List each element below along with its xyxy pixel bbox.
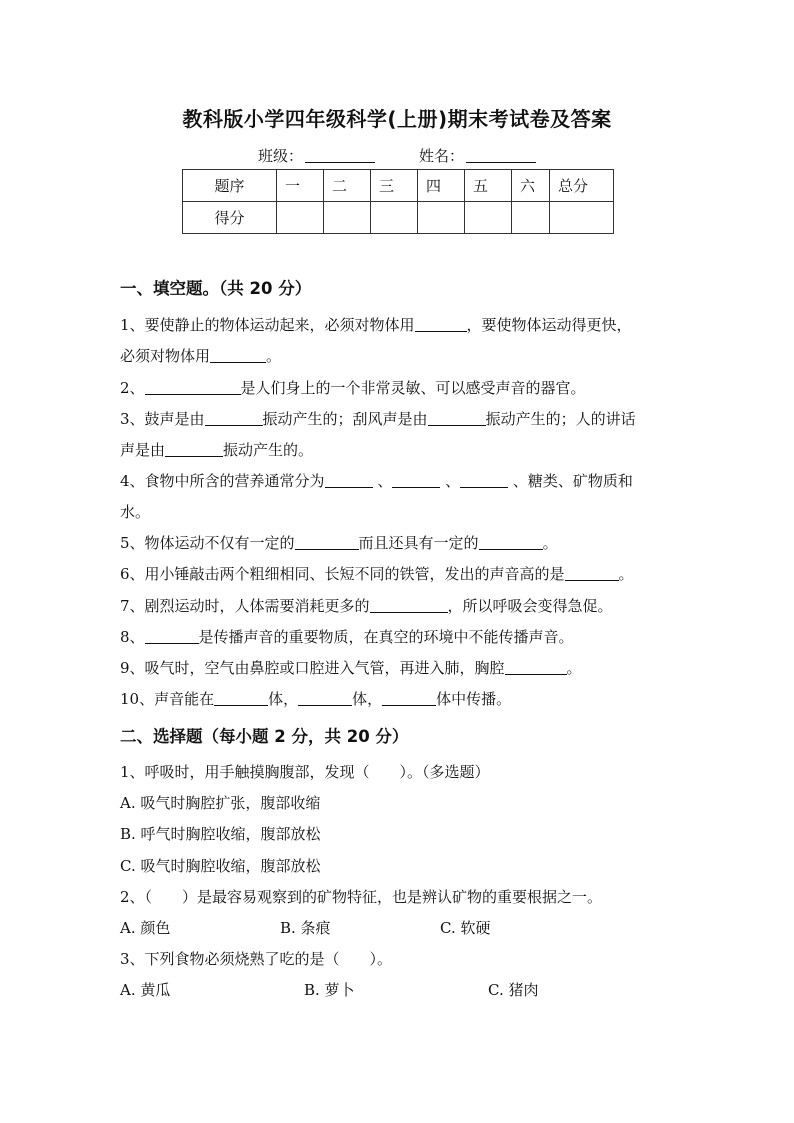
answer-blank — [415, 317, 467, 332]
question-text: 。 — [266, 347, 282, 365]
score-cell — [418, 202, 465, 234]
question-9 — [120, 657, 582, 678]
question-text: 必须对物体用 — [120, 347, 211, 365]
mc-question-1-option-b: B. 呼气时胸腔收缩，腹部放松 — [120, 825, 321, 843]
score-header-cell: 四 — [418, 170, 465, 202]
score-cell — [550, 202, 614, 234]
name-blank — [466, 148, 536, 163]
question-text: 7、剧烈运动时，人体需要消耗更多的 — [120, 597, 370, 615]
section-heading-multiple-choice: 二、选择题（每小题 2 分，共 20 分） — [120, 727, 409, 746]
mc-question-3-option-b: B. 萝卜 — [304, 981, 355, 999]
question-2 — [120, 377, 586, 398]
name-label: 姓名： — [419, 147, 465, 165]
answer-blank — [295, 535, 359, 550]
mc-question-2: 2、（ ）是最容易观察到的矿物特征，也是辨认矿物的重要根据之一。 — [120, 888, 603, 906]
question-text: 。 — [618, 565, 634, 583]
question-1-line-2 — [120, 345, 281, 366]
mc-question-3-option-c: C. 猪肉 — [488, 981, 539, 999]
section-heading-fill-blank: 一、填空题。（共 20 分） — [120, 279, 312, 298]
answer-blank — [392, 473, 440, 488]
question-text: 3、鼓声是由 — [120, 410, 205, 428]
score-header-cell: 题序 — [183, 170, 277, 202]
question-text: 是传播声音的重要物质，在真空的环境中不能传播声音。 — [198, 628, 574, 646]
question-8 — [120, 626, 574, 647]
mc-question-3: 3、下列食物必须烧熟了吃的是（ ）。 — [120, 950, 393, 968]
answer-blank — [479, 535, 543, 550]
question-text: 声是由 — [120, 441, 166, 459]
question-text: 、 — [440, 472, 461, 490]
question-text: 4、食物中所含的营养通常分为 — [120, 472, 325, 490]
score-header-cell: 二 — [324, 170, 371, 202]
answer-blank — [214, 691, 268, 706]
question-3-line-2 — [120, 439, 313, 460]
answer-blank — [382, 691, 436, 706]
question-text: 9、吸气时，空气由鼻腔或口腔进入气管，再进入肺，胸腔 — [120, 659, 505, 677]
question-text: 、糖类、矿物质和 — [508, 472, 633, 490]
question-text: ，要使物体运动得更快， — [466, 316, 632, 334]
question-text: 是人们身上的一个非常灵敏、可以感受声音的器官。 — [240, 379, 586, 397]
question-text: 而且还具有一定的 — [358, 534, 479, 552]
question-text: 体中传播。 — [436, 690, 512, 708]
mc-question-1-option-c: C. 吸气时胸腔收缩，腹部放松 — [120, 857, 321, 875]
class-label: 班级： — [257, 147, 303, 165]
answer-blank — [210, 348, 266, 363]
question-6 — [120, 563, 634, 584]
question-5 — [120, 532, 558, 553]
question-1-line-1 — [120, 314, 632, 335]
mc-question-2-option-a: A. 颜色 — [120, 919, 171, 937]
question-text: 、 — [372, 472, 393, 490]
question-10 — [120, 688, 511, 709]
question-text: 体， — [268, 690, 299, 708]
question-text: 振动产生的；人的讲话 — [485, 410, 636, 428]
score-cell — [512, 202, 550, 234]
question-text: 体， — [352, 690, 383, 708]
page-title: 教科版小学四年级科学(上册)期末考试卷及答案 — [182, 107, 612, 131]
answer-blank — [165, 442, 223, 457]
score-table-header-row — [183, 170, 614, 202]
answer-blank — [205, 411, 263, 426]
question-text: 振动产生的；刮风声是由 — [262, 410, 428, 428]
answer-blank — [565, 566, 619, 581]
question-text: 。 — [542, 534, 558, 552]
score-cell — [324, 202, 371, 234]
question-4-line-1 — [120, 470, 633, 491]
score-cell — [465, 202, 512, 234]
mc-question-1: 1、呼吸时，用手触摸胸腹部，发现（ ）。（多选题） — [120, 763, 490, 781]
score-header-cell: 总分 — [550, 170, 614, 202]
answer-blank — [325, 473, 373, 488]
question-text: 10、声音能在 — [120, 690, 215, 708]
score-cell — [277, 202, 324, 234]
question-text: 。 — [566, 659, 582, 677]
question-text: 5、物体运动不仅有一定的 — [120, 534, 295, 552]
class-blank — [305, 148, 375, 163]
answer-blank — [460, 473, 508, 488]
score-cell — [371, 202, 418, 234]
answer-blank — [428, 411, 486, 426]
answer-blank — [298, 691, 352, 706]
mc-question-2-option-b: B. 条痕 — [280, 919, 331, 937]
mc-question-1-option-a: A. 吸气时胸腔扩张，腹部收缩 — [120, 794, 321, 812]
mc-question-3-option-a: A. 黄瓜 — [120, 981, 171, 999]
mc-question-2-option-c: C. 软硬 — [440, 919, 491, 937]
score-header-cell: 六 — [512, 170, 550, 202]
question-text: 1、要使静止的物体运动起来，必须对物体用 — [120, 316, 415, 334]
answer-blank — [145, 380, 241, 395]
answer-blank — [145, 629, 199, 644]
score-header-cell: 三 — [371, 170, 418, 202]
score-header-cell: 五 — [465, 170, 512, 202]
question-7 — [120, 595, 613, 616]
answer-blank — [370, 598, 448, 613]
score-table-score-row — [183, 202, 614, 234]
student-info — [0, 145, 794, 166]
question-text: 6、用小锤敲击两个粗细相同、长短不同的铁管，发出的声音高的是 — [120, 565, 565, 583]
score-row-label: 得分 — [183, 202, 277, 234]
question-3-line-1 — [120, 408, 636, 429]
question-text: ，所以呼吸会变得急促。 — [447, 597, 613, 615]
score-header-cell: 一 — [277, 170, 324, 202]
question-text: 8、 — [120, 628, 145, 646]
question-text: 2、 — [120, 379, 145, 397]
score-table — [182, 169, 614, 234]
question-text: 振动产生的。 — [223, 441, 314, 459]
question-4-line-2: 水。 — [120, 503, 151, 521]
answer-blank — [505, 660, 567, 675]
